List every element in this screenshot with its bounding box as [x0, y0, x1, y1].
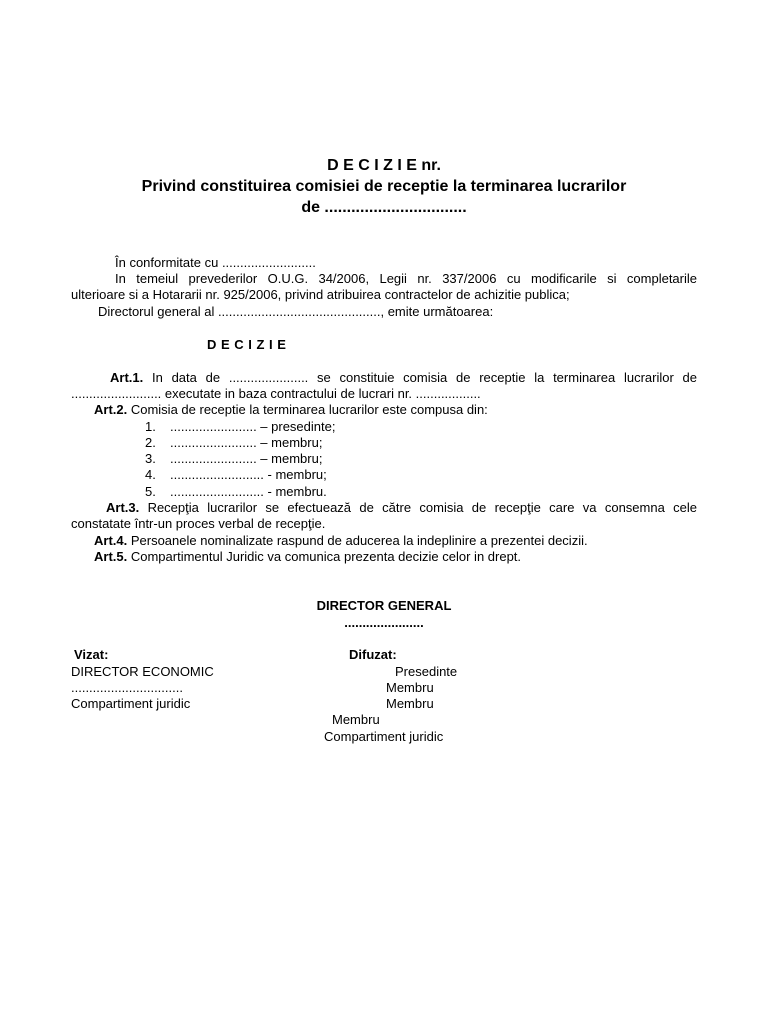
member-item [145, 419, 335, 435]
document-subtitle-line2: de ................................ [301, 199, 467, 216]
member-text: ........................ – membru; [170, 435, 323, 450]
member-number: 3. [145, 451, 156, 466]
vizat-label: Vizat: [74, 647, 109, 662]
member-text: .......................... - membru. [170, 484, 327, 499]
member-text: .......................... - membru; [170, 467, 327, 482]
intro-line2b: ulterioare si a Hotararii nr. 925/2006, privind atribuirea contractelor de achizitie publica; [71, 287, 570, 302]
intro-line3: Directorul general al ............................................., emite următoarea: [98, 304, 494, 319]
member-item [145, 435, 322, 451]
article-1-label: Art.1. [110, 370, 144, 385]
member-item [145, 484, 327, 500]
director-title: DIRECTOR GENERAL [316, 598, 452, 613]
difuzat-line4: Membru [332, 712, 380, 727]
member-text: ........................ – presedinte; [170, 419, 336, 434]
article-4-text: Persoanele nominalizate raspund de aducerea la indeplinire a prezentei decizii. [127, 533, 588, 548]
document-subtitle: Privind constituirea comisiei de receptie la terminarea lucrarilor [141, 178, 627, 195]
article-3-line1 [71, 500, 697, 516]
vizat-line1: DIRECTOR ECONOMIC [71, 664, 214, 679]
article-4-label: Art.4. [94, 533, 128, 548]
decision-heading: D E C I Z I E [207, 337, 287, 352]
vizat-line3: Compartiment juridic [71, 696, 191, 711]
member-number: 1. [145, 419, 156, 434]
article-2 [94, 402, 488, 418]
article-5 [94, 549, 521, 565]
article-3-line2: constatate într-un proces verbal de recepţie. [71, 516, 326, 531]
difuzat-label: Difuzat: [349, 647, 397, 662]
member-item [145, 467, 327, 483]
difuzat-line1: Presedinte [395, 664, 458, 679]
title-suffix: nr. [416, 157, 441, 174]
difuzat-line2: Membru [386, 680, 434, 695]
intro-line2a: In temeiul prevederilor O.U.G. 34/2006, Legii nr. 337/2006 cu modificarile si completarile [115, 271, 697, 286]
intro-line1: În conformitate cu .......................... [115, 255, 316, 270]
article-5-text: Compartimentul Juridic va comunica prezenta decizie celor in drept. [127, 549, 522, 564]
article-2-text: Comisia de receptie la terminarea lucrarilor este compusa din: [127, 402, 488, 417]
difuzat-line3: Membru [386, 696, 434, 711]
member-text: ........................ – membru; [170, 451, 323, 466]
article-4 [94, 533, 588, 549]
article-1-text: In data de ...................... se constituie comisia de receptie la terminarea lucrarilor de [143, 370, 697, 385]
article-3-label: Art.3. [106, 500, 140, 515]
member-number: 5. [145, 484, 156, 499]
title-spaced: D E C I Z I E [327, 157, 417, 174]
article-5-label: Art.5. [94, 549, 128, 564]
director-signature-dots: ...................... [344, 615, 424, 630]
article-3-text: Recepţia lucrarilor se efectuează de către comisia de recepţie care va consemna cele [139, 500, 697, 515]
article-2-label: Art.2. [94, 402, 128, 417]
difuzat-line5: Compartiment juridic [324, 729, 444, 744]
member-item [145, 451, 322, 467]
vizat-line2: ............................... [71, 680, 183, 695]
article-1-line1 [71, 370, 697, 386]
member-number: 4. [145, 467, 156, 482]
member-number: 2. [145, 435, 156, 450]
document-title [0, 156, 768, 176]
article-1-line2: ......................... executate in baza contractului de lucrari nr. .................. [71, 386, 481, 401]
